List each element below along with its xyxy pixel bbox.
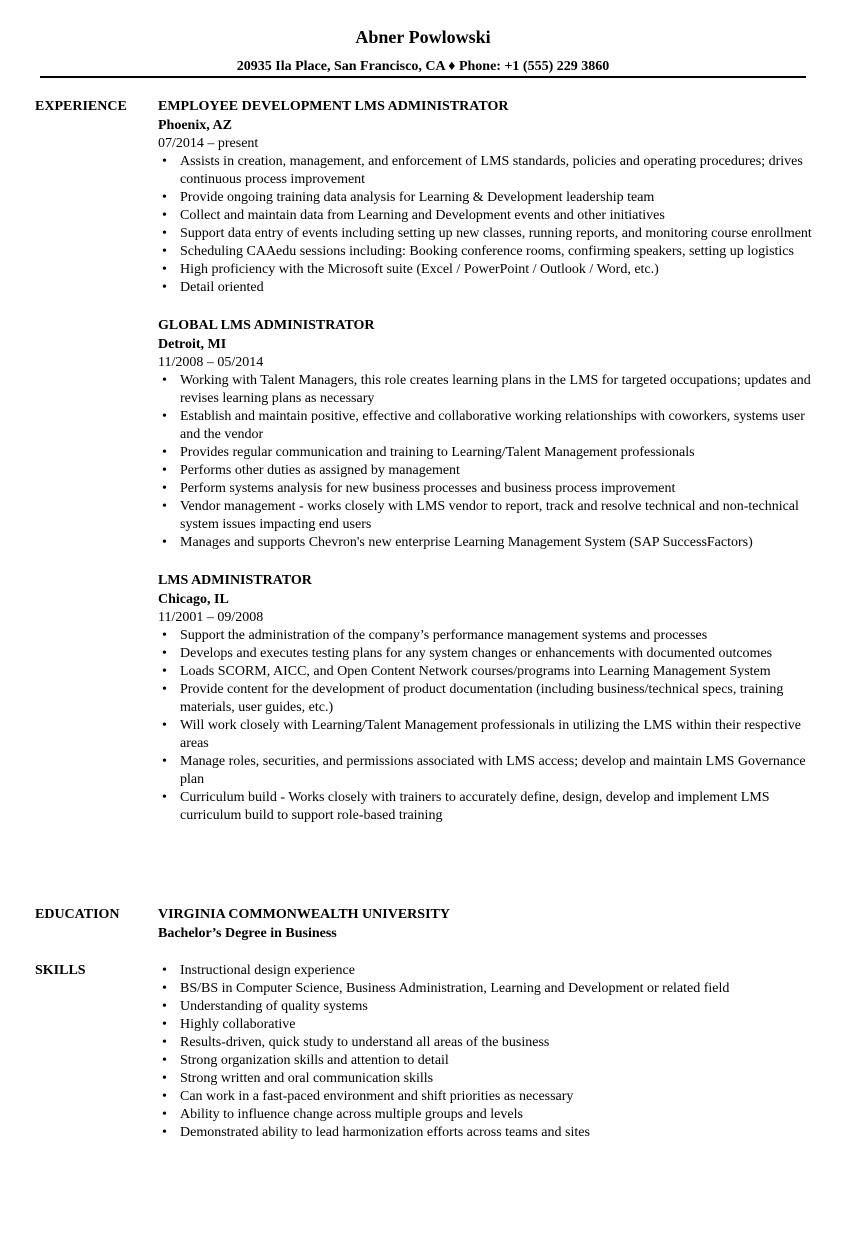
section-label-skills: SKILLS	[35, 963, 86, 978]
job-bullet: • Manages and supports Chevron's new enterprise Learning Management System (SAP SuccessFactors)	[158, 534, 818, 552]
job-dates: 11/2001 – 09/2008	[158, 610, 264, 625]
contact-line: 20935 Ila Place, San Francisco, CA ♦ Phone: +1 (555) 229 3860	[236, 59, 610, 74]
skill-item: • Highly collaborative	[158, 1016, 818, 1034]
job-bullets	[158, 372, 818, 552]
skill-item: • Can work in a fast-paced environment and shift priorities as necessary	[158, 1088, 818, 1106]
job-bullet: • Loads SCORM, AICC, and Open Content Network courses/programs into Learning Management System	[158, 663, 818, 681]
job-dates: 07/2014 – present	[158, 136, 259, 151]
job-entry	[158, 572, 818, 825]
job-title: GLOBAL LMS ADMINISTRATOR	[158, 318, 375, 333]
skill-item: • Results-driven, quick study to understand all areas of the business	[158, 1034, 818, 1052]
job-bullet: • Support data entry of events including setting up new classes, running reports, and monitoring course enrollment	[158, 225, 818, 243]
job-bullet: • Provide content for the development of product documentation (including business/technical specs, training materials, user guides, etc.)	[158, 681, 818, 717]
job-bullet: • Manage roles, securities, and permissions associated with LMS access; develop and maintain LMS Governance plan	[158, 753, 818, 789]
header-divider	[40, 76, 806, 78]
job-bullet: • Working with Talent Managers, this role creates learning plans in the LMS for targeted occupations; updates and revises learning plans as necessary	[158, 372, 818, 408]
job-bullet: • Support the administration of the company’s performance management systems and processes	[158, 627, 818, 645]
skills-list	[158, 962, 818, 1142]
job-bullet: • Provide ongoing training data analysis for Learning & Development leadership team	[158, 189, 818, 207]
job-bullets	[158, 627, 818, 825]
job-bullet: • Will work closely with Learning/Talent Management professionals in utilizing the LMS within their respective areas	[158, 717, 818, 753]
job-bullet: • Performs other duties as assigned by management	[158, 462, 818, 480]
skill-item: • Strong written and oral communication skills	[158, 1070, 818, 1088]
skill-item: • Instructional design experience	[158, 962, 818, 980]
job-bullet: • Detail oriented	[158, 279, 818, 297]
skill-item: • Demonstrated ability to lead harmonization efforts across teams and sites	[158, 1124, 818, 1142]
job-bullet: • High proficiency with the Microsoft suite (Excel / PowerPoint / Outlook / Word, etc.)	[158, 261, 818, 279]
job-location: Detroit, MI	[158, 337, 227, 352]
job-location: Chicago, IL	[158, 592, 229, 607]
education-entry	[158, 906, 818, 943]
job-bullet: • Assists in creation, management, and enforcement of LMS standards, policies and operating procedures; drives continuous process improvement	[158, 153, 818, 189]
job-entry	[158, 98, 818, 297]
degree-name: Bachelor’s Degree in Business	[158, 926, 337, 941]
skill-item: • Ability to influence change across multiple groups and levels	[158, 1106, 818, 1124]
skills-list-container	[158, 962, 818, 1142]
section-label-education: EDUCATION	[35, 907, 120, 922]
job-bullet: • Provides regular communication and training to Learning/Talent Management professionals	[158, 444, 818, 462]
job-bullet: • Curriculum build - Works closely with trainers to accurately define, design, develop and implement LMS curriculum build to support role-based training	[158, 789, 818, 825]
job-bullets	[158, 153, 818, 297]
skill-item: • Understanding of quality systems	[158, 998, 818, 1016]
job-dates: 11/2008 – 05/2014	[158, 355, 264, 370]
job-bullet: • Develops and executes testing plans for any system changes or enhancements with documented outcomes	[158, 645, 818, 663]
experience-list	[158, 98, 818, 845]
job-bullet: • Perform systems analysis for new business processes and business process improvement	[158, 480, 818, 498]
job-bullet: • Establish and maintain positive, effective and collaborative working relationships with coworkers, systems user and the vendor	[158, 408, 818, 444]
school-name: VIRGINIA COMMONWEALTH UNIVERSITY	[158, 907, 450, 922]
job-bullet: • Collect and maintain data from Learning and Development events and other initiatives	[158, 207, 818, 225]
resume-header	[0, 26, 846, 76]
job-bullet: • Vendor management - works closely with LMS vendor to report, track and resolve technical and non-technical system issues impacting end users	[158, 498, 818, 534]
candidate-name: Abner Powlowski	[355, 27, 491, 47]
section-label-experience: EXPERIENCE	[35, 99, 127, 114]
skill-item: • Strong organization skills and attention to detail	[158, 1052, 818, 1070]
skill-item: • BS/BS in Computer Science, Business Administration, Learning and Development or related field	[158, 980, 818, 998]
job-title: EMPLOYEE DEVELOPMENT LMS ADMINISTRATOR	[158, 99, 509, 114]
job-bullet: • Scheduling CAAedu sessions including: Booking conference rooms, confirming speakers, setting up logistics	[158, 243, 818, 261]
job-location: Phoenix, AZ	[158, 118, 232, 133]
job-entry	[158, 317, 818, 552]
job-title: LMS ADMINISTRATOR	[158, 573, 312, 588]
